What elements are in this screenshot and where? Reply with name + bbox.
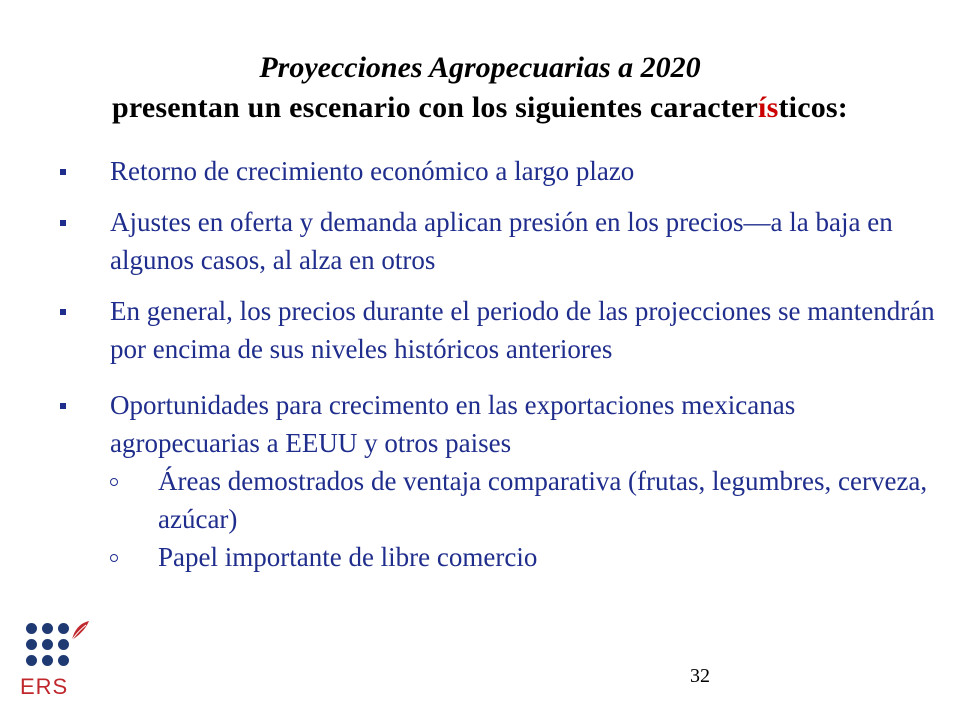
slide-title xyxy=(0,48,960,128)
bullet-item xyxy=(60,292,940,368)
bullet-text: Ajustes en oferta y demanda aplican presión en los precios—a la baja en algunos casos, al alza en otros xyxy=(110,207,893,275)
bullet-text: Retorno de crecimiento económico a largo plazo xyxy=(110,156,635,186)
bullet-marker-icon xyxy=(60,169,66,175)
title-line-2-accent: ís xyxy=(758,91,779,124)
title-line-2-start: presentan un escenario con los siguientes caracter xyxy=(112,91,759,124)
title-line-2 xyxy=(0,88,960,128)
sub-bullet-text: Áreas demostrados de ventaja comparativa (frutas, legumbres, cerveza, azúcar) xyxy=(158,466,928,534)
sub-bullet-marker-icon xyxy=(110,478,118,486)
logo-text: ERS xyxy=(20,674,69,699)
sub-bullet-item xyxy=(110,538,940,576)
bullet-item xyxy=(60,203,940,279)
bullet-marker-icon xyxy=(60,403,66,409)
sub-bullet-list xyxy=(110,462,940,576)
title-line-2-end: ticos: xyxy=(778,91,848,124)
sub-bullet-marker-icon xyxy=(110,554,118,562)
bullet-text: En general, los precios durante el periodo de las projecciones se mantendrán por encima de sus niveles históricos anteriores xyxy=(110,296,935,364)
bullet-text: Oportunidades para crecimento en las exportaciones mexicanas agropecuarias a EEUU y otros paises xyxy=(110,390,796,458)
sub-bullet-item xyxy=(110,462,940,538)
sub-bullet-text: Papel importante de libre comercio xyxy=(158,542,538,572)
leaf-icon xyxy=(70,620,90,642)
page-number: 32 xyxy=(690,665,710,687)
title-line-1: Proyecciones Agropecuarias a 2020 xyxy=(259,51,701,84)
bullet-list xyxy=(60,152,940,589)
bullet-item xyxy=(60,386,940,576)
bullet-item xyxy=(60,152,940,190)
ers-logo xyxy=(20,620,90,705)
bullet-marker-icon xyxy=(60,220,66,226)
bullet-marker-icon xyxy=(60,309,66,315)
